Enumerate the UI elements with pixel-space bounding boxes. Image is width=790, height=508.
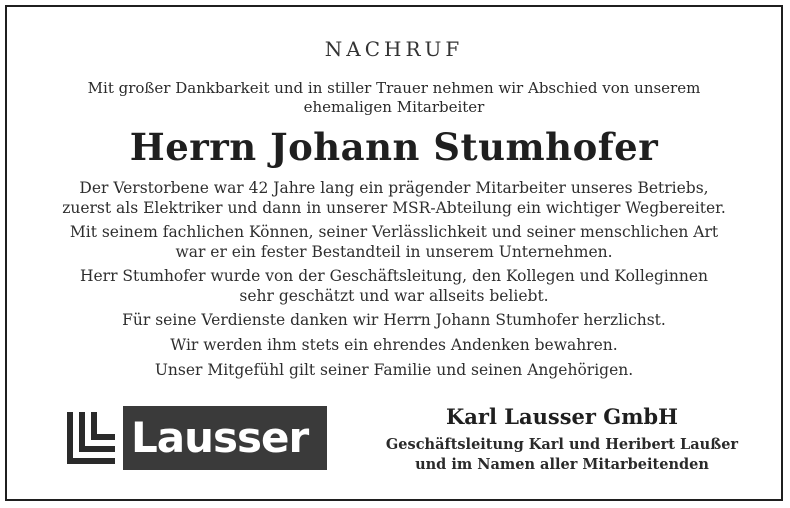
paragraph [7,222,781,262]
paragraph-line: sehr geschätzt und war allseits beliebt. [239,287,549,305]
paragraph-line: Für seine Verdienste danken wir Herrn Johann Stumhofer herzlichst. [122,311,666,329]
company-logo [59,406,327,470]
notice-body [7,178,781,385]
paragraph-line: Herr Stumhofer wurde von der Geschäftsleitung, den Kollegen und Kolleginnen [79,267,708,285]
paragraph-line: Unser Mitgefühl gilt seiner Familie und seinen Angehörigen. [154,361,634,379]
paragraph [7,360,781,380]
paragraph-line: Der Verstorbene war 42 Jahre lang ein prägender Mitarbeiter unseres Betriebs, [79,179,709,197]
lausser-logo-mark-icon [59,406,123,470]
signature-line: und im Namen aller Mitarbeitenden [415,456,709,473]
paragraph-line: war er ein fester Bestandteil in unserem Unternehmen. [175,243,613,261]
paragraph-line: Wir werden ihm stets ein ehrendes Andenken bewahren. [170,336,618,354]
intro-line: ehemaligen Mitarbeiter [303,98,485,116]
intro-line: Mit großer Dankbarkeit und in stiller Trauer nehmen wir Abschied von unserem [87,79,701,97]
logo-wordmark: Lausser [131,413,309,462]
deceased-name: Herrn Johann Stumhofer [129,125,659,169]
signature-line: Geschäftsleitung Karl und Heribert Laußer [385,436,739,453]
paragraph [7,310,781,330]
paragraph [7,335,781,355]
obituary-notice [5,5,783,501]
paragraph-line: zuerst als Elektriker und dann in unserer MSR-Abteilung ein wichtiger Wegbereiter. [62,199,726,217]
paragraph [7,178,781,218]
signature-company: Karl Lausser GmbH [446,404,678,429]
notice-heading: NACHRUF [324,37,464,61]
paragraph [7,266,781,306]
paragraph-line: Mit seinem fachlichen Können, seiner Verlässlichkeit und seiner menschlichen Art [69,223,719,241]
intro-text [7,79,781,117]
